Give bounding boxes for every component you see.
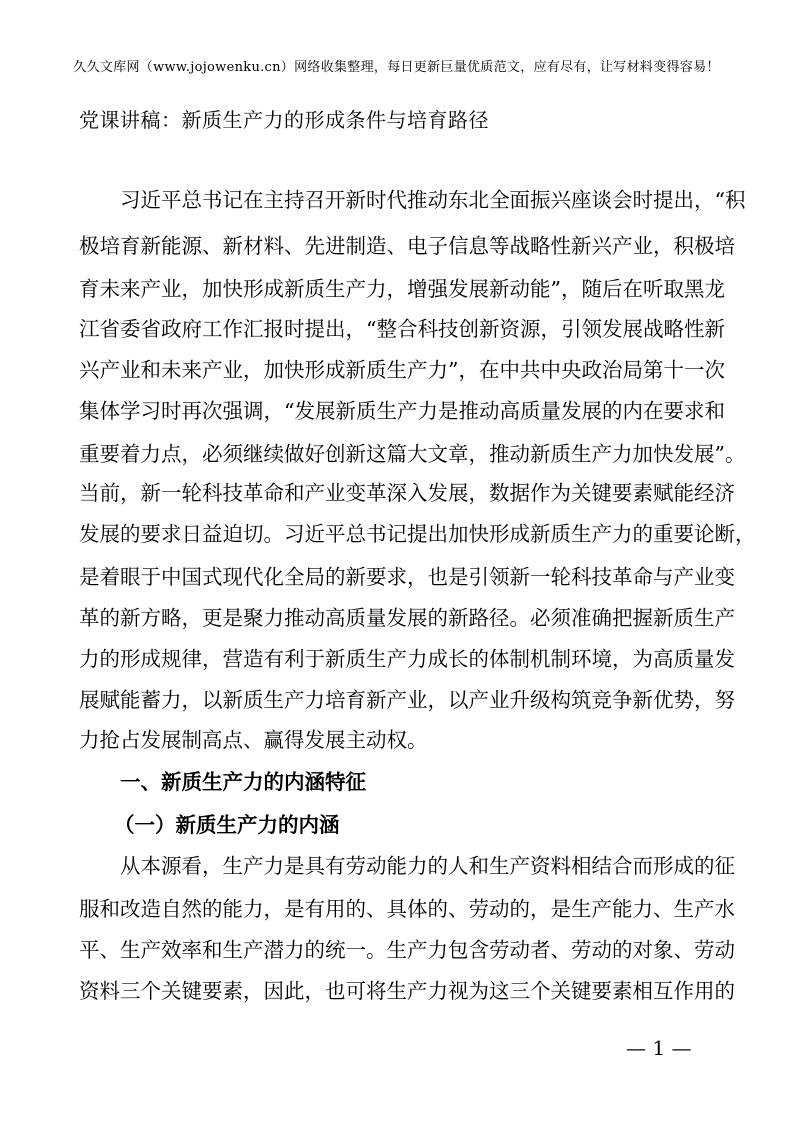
paragraph-line: 江省委省政府工作汇报时提出，“整合科技创新资源，引领发展战略性新 — [79, 317, 725, 341]
paragraph-line: 力的形成规律，营造有利于新质生产力成长的体制机制环境，为高质量发 — [79, 647, 735, 671]
section-heading: 一、新质生产力的内涵特征 — [120, 770, 366, 794]
paragraph-line: 从本源看，生产力是具有劳动能力的人和生产资料相结合而形成的征 — [120, 854, 735, 878]
paragraph-line: 习近平总书记在主持召开新时代推动东北全面振兴座谈会时提出，“积 — [120, 188, 746, 212]
paragraph-line: 育未来产业，加快形成新质生产力，增强发展新动能”，随后在听取黑龙 — [79, 277, 725, 301]
paragraph-line: 平、生产效率和生产潜力的统一。生产力包含劳动者、劳动的对象、劳动 — [79, 938, 735, 962]
paragraph-line: 是着眼于中国式现代化全局的新要求，也是引领新一轮科技革命与产业变 — [79, 565, 735, 589]
website-header-note: 久久文库网（www.jojowenku.cn）网络收集整理，每日更新巨量优质范文，应有尽有，让写材料变得容易！ — [73, 60, 720, 75]
paragraph-line: 服和改造自然的能力，是有用的、具体的、劳动的，是生产能力、生产水 — [79, 897, 735, 921]
paragraph-line: 兴产业和未来产业，加快形成新质生产力”，在中共中央政治局第十一次 — [79, 358, 725, 382]
paragraph-line: 重要着力点，必须继续做好创新这篇大文章，推动新质生产力加快发展”。 — [79, 442, 746, 466]
document-title: 党课讲稿：新质生产力的形成条件与培育路径 — [79, 108, 489, 132]
paragraph-line: 发展的要求日益迫切。习近平总书记提出加快形成新质生产力的重要论断， — [79, 522, 756, 546]
page-number: — 1 — — [626, 1036, 692, 1060]
paragraph-line: 展赋能蓄力，以新质生产力培育新产业，以产业升级构筑竞争新优势，努 — [79, 688, 735, 712]
subsection-heading: （一）新质生产力的内涵 — [114, 813, 340, 837]
paragraph-line: 极培育新能源、新材料、先进制造、电子信息等战略性新兴产业，积极培 — [79, 234, 735, 258]
paragraph-line: 当前，新一轮科技革命和产业变革深入发展，数据作为关键要素赋能经济 — [79, 481, 735, 505]
paragraph-line: 力抢占发展制高点、赢得发展主动权。 — [79, 728, 428, 752]
paragraph-line: 革的新方略，更是聚力推动高质量发展的新路径。必须准确把握新质生产 — [79, 606, 735, 630]
paragraph-line: 集体学习时再次强调，“发展新质生产力是推动高质量发展的内在要求和 — [79, 399, 725, 423]
paragraph-line: 资料三个关键要素，因此，也可将生产力视为这三个关键要素相互作用的 — [79, 979, 735, 1003]
